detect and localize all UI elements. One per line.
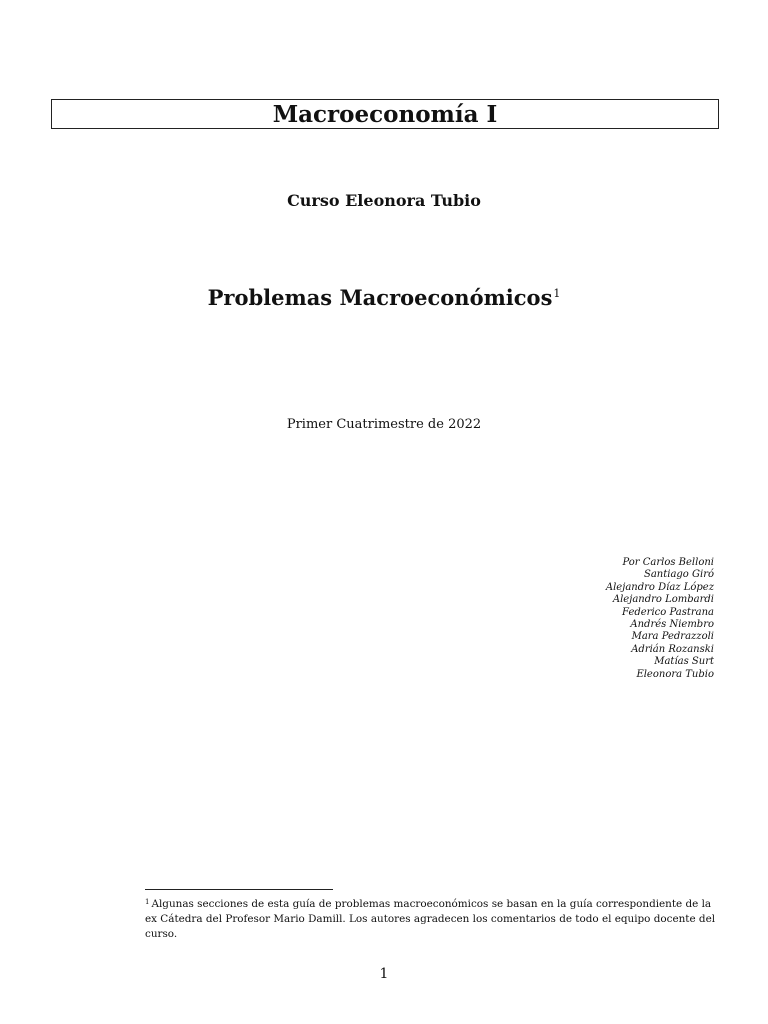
- author-list: [606, 557, 714, 681]
- footnote-mark: 1: [145, 898, 150, 906]
- footnote: [145, 895, 723, 942]
- title-box: [51, 99, 719, 129]
- author-item: Alejandro Lombardi: [612, 594, 714, 606]
- subtitle-footnote-mark: 1: [553, 287, 561, 300]
- author-item: Alejandro Díaz López: [605, 581, 714, 593]
- footnote-text: Algunas secciones de esta guía de problemas macroeconómicos se basan en la guía correspondiente de la ex Cátedra del Profesor Mario Damill. Los autores agradecen los comentarios de todo el equipo docente del curso.: [145, 898, 716, 940]
- page-number: 1: [379, 966, 389, 982]
- author-item: Adrián Rozanski: [631, 643, 714, 655]
- term-date: Primer Cuatrimestre de 2022: [286, 417, 482, 432]
- author-item: Andrés Niembro: [630, 619, 714, 631]
- author-item: Eleonora Tubio: [636, 668, 714, 680]
- footnote-divider: [145, 889, 333, 890]
- author-item: Por Carlos Belloni: [622, 557, 714, 568]
- author-item: Matías Surt: [654, 656, 714, 668]
- course-name: Curso Eleonora Tubio: [287, 191, 481, 210]
- author-item: Federico Pastrana: [622, 606, 714, 618]
- document-subtitle: [0, 285, 768, 310]
- author-item: Santiago Giró: [643, 569, 714, 581]
- document-title: Macroeconomía I: [272, 100, 498, 128]
- author-item: Mara Pedrazzoli: [631, 631, 714, 643]
- subtitle-text: Problemas Macroeconómicos: [207, 285, 553, 310]
